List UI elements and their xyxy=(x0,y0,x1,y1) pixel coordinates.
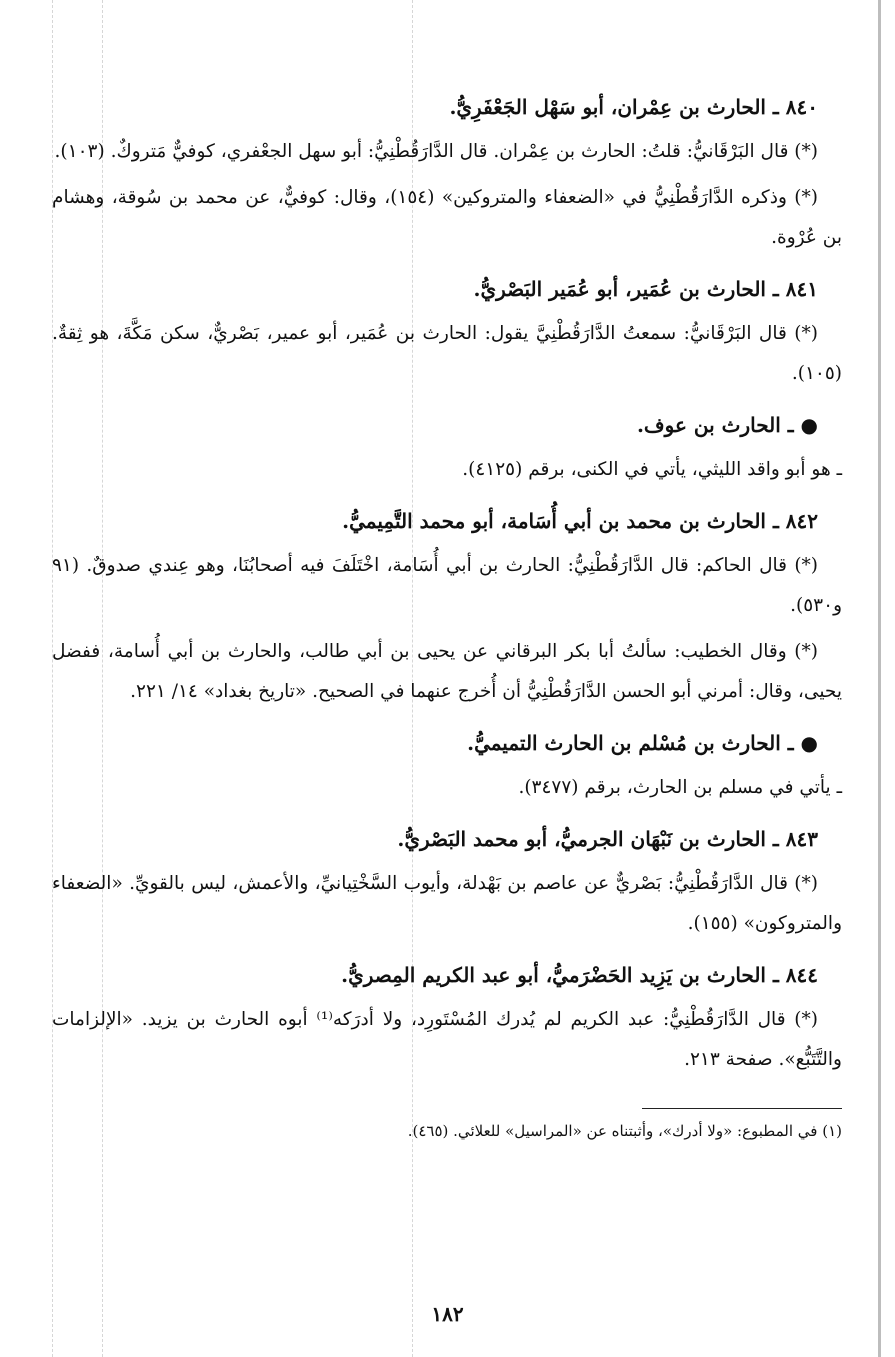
cross-reference: ـ هو أبو واقد الليثي، يأتي في الكنى، برقم (٤١٢٥). xyxy=(462,459,842,480)
entry-heading: ٨٤٢ ـ الحارث بن محمد بن أبي أُسَامة، أبو محمد التَّمِيميُّ. xyxy=(342,509,818,533)
entry-840 xyxy=(52,92,842,258)
page-body xyxy=(52,92,842,1145)
footnote: (١) في المطبوع: «ولا أدرك»، وأثبتناه عن «المراسيل» للعلائي. (٤٦٥). xyxy=(407,1122,842,1140)
entry-paragraph: (*) قال الحاكم: قال الدَّارَقُطْنِيُّ: الحارث بن أبي أُسَامة، اخْتَلَفَ فيه أصحابُنَا، وهو عِندي صدوقٌ. (٩١ و٥٣٠). xyxy=(52,555,842,616)
entry-heading: ٨٤٣ ـ الحارث بن نَبْهَان الجرميُّ، أبو محمد البَصْريُّ. xyxy=(397,827,818,851)
entry-843 xyxy=(52,824,842,944)
entry-cross-ref-muslim xyxy=(52,728,842,808)
entry-heading: ٨٤١ ـ الحارث بن عُمَير، أبو عُمَير البَصْريُّ. xyxy=(473,277,818,301)
entry-paragraph: (*) وذكره الدَّارَقُطْنِيُّ في «الضعفاء والمتروكين» (١٥٤)، وقال: كوفيٌّ، عن محمد بن سُوقة، وهشام بن عُرْوة. xyxy=(52,187,842,248)
entry-844 xyxy=(52,960,842,1080)
entry-heading: ٨٤٠ ـ الحارث بن عِمْران، أبو سَهْل الجَعْفَرِيُّ. xyxy=(449,95,818,119)
entry-paragraph: (*) قال البَرْقَانيُّ: قلتُ: الحارث بن عِمْران. قال الدَّارَقُطْنِيُّ: أبو سهل الجعْفري، كوفيٌّ مَتروكٌ. (١٠٣). xyxy=(54,141,818,162)
entry-paragraph: (*) قال الدَّارَقُطْنِيُّ: بَصْريٌّ عن عاصم بن بَهْدلة، وأيوب السَّخْتِيانيِّ، والأعمش، ليس بالقويِّ. «الضعفاء والمتروكون» (١٥٥). xyxy=(52,873,842,934)
cross-reference: ـ يأتي في مسلم بن الحارث، برقم (٣٤٧٧). xyxy=(518,777,842,798)
page-number: ١٨٢ xyxy=(431,1302,464,1326)
entry-cross-ref-awf xyxy=(52,410,842,490)
entry-paragraph: (*) قال الدَّارَقُطْنِيُّ: عبد الكريم لم يُدرك المُسْتَورِد، ولا أدرَكه⁽¹⁾ أبوه الحارث بن يزيد. «الإلزامات والتَّتَبُّع». صفحة ٢١٣. xyxy=(52,1009,842,1070)
entry-841 xyxy=(52,274,842,394)
scan-edge-line xyxy=(878,0,881,1357)
footnote-separator xyxy=(642,1108,842,1109)
entry-paragraph: (*) قال البَرْقَانيُّ: سمعتُ الدَّارَقُطْنِيَّ يقول: الحارث بن عُمَير، أبو عمير، بَصْريٌّ، سكن مَكَّةَ، هو ثِقةٌ. (١٠٥). xyxy=(52,323,842,384)
entry-842 xyxy=(52,506,842,712)
entry-paragraph: (*) وقال الخطيب: سألتُ أبا بكر البرقاني عن يحيى بن أبي طالب، والحارث بن أبي أُسامة، ففضل يحيى، وقال: أمرني أبو الحسن الدَّارَقُطْنِيُّ أن أُخرج عنهما في الصحيح. «تاريخ بغداد» ١٤/ ٢٢١. xyxy=(52,641,842,702)
entry-heading: ٨٤٤ ـ الحارث بن يَزِيد الحَضْرَميُّ، أبو عبد الكريم المِصريُّ. xyxy=(341,963,818,987)
entry-heading: ● ـ الحارث بن عوف. xyxy=(636,413,818,437)
entry-heading: ● ـ الحارث بن مُسْلم بن الحارث التميميُّ. xyxy=(467,731,818,755)
